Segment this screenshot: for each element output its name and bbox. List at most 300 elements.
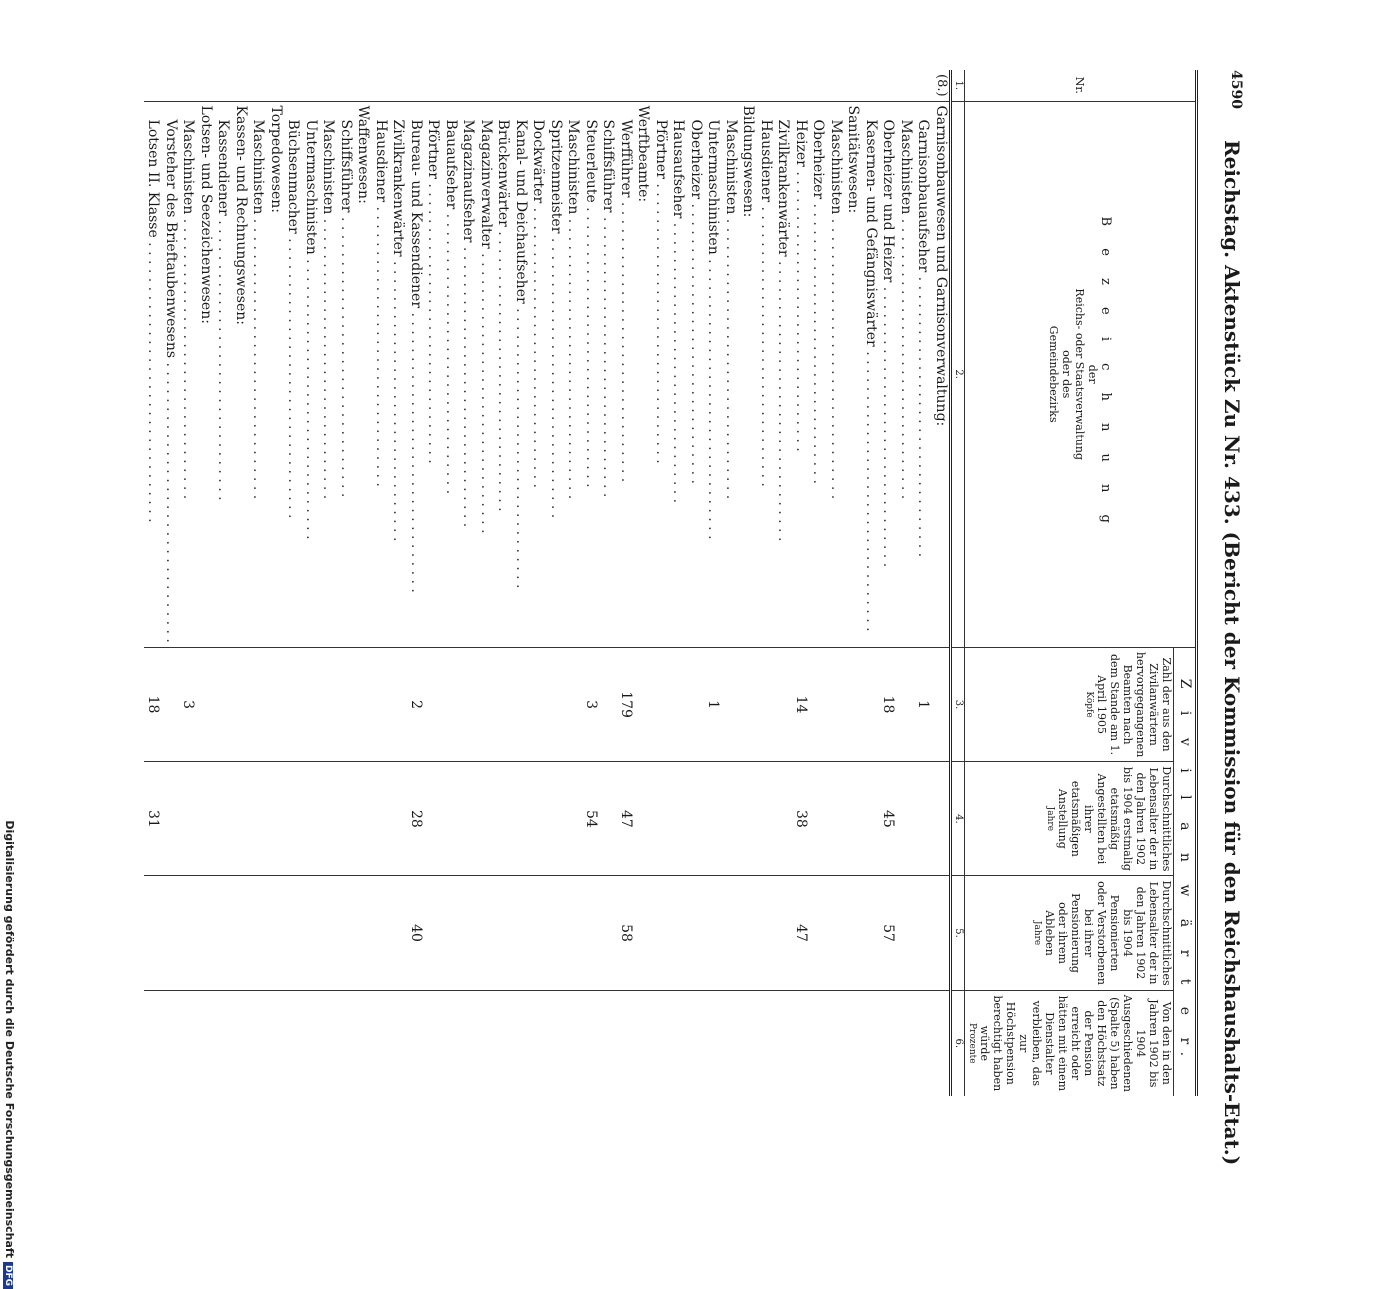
row-value-c5 xyxy=(739,876,757,990)
row-designation: Bauaufseher . . . xyxy=(442,101,460,647)
row-value-c4 xyxy=(162,762,180,876)
row-designation: Lotsen II. Klasse . . . xyxy=(144,101,162,647)
row-number xyxy=(914,70,932,101)
row-value-c4 xyxy=(634,762,652,876)
row-value-c4 xyxy=(442,762,460,876)
row-designation: Maschinisten . . . xyxy=(179,101,197,647)
row-number xyxy=(494,70,512,101)
row-value-c5 xyxy=(862,876,880,990)
row-value-c5 xyxy=(267,876,285,990)
row-value-c6 xyxy=(302,990,320,1096)
row-designation: Magazinverwalter . . . xyxy=(477,101,495,647)
row-value-c4 xyxy=(249,762,267,876)
row-value-c6 xyxy=(879,990,897,1096)
row-value-c5 xyxy=(844,876,862,990)
row-value-c6 xyxy=(197,990,215,1096)
row-value-c5: 47 xyxy=(792,876,810,990)
row-value-c4 xyxy=(284,762,302,876)
row-value-c5 xyxy=(477,876,495,990)
header-col4-text: Durchschnittliches Lebensalter der in den Jahren 1902 bis 1904 erstmalig etatsmäßig Angestellten bei ihrer etatsmäßigen Anstellung xyxy=(1056,766,1173,872)
header-bezeichnung-line-3: Reichs- oder Staatsverwaltung xyxy=(1073,288,1087,460)
table-row xyxy=(669,70,687,1096)
row-value-c3 xyxy=(599,647,617,761)
row-value-c6 xyxy=(232,990,250,1096)
row-value-c3 xyxy=(862,647,880,761)
table-row xyxy=(687,70,705,1096)
row-value-c6 xyxy=(844,990,862,1096)
row-value-c4 xyxy=(722,762,740,876)
row-value-c4 xyxy=(319,762,337,876)
row-number xyxy=(617,70,635,101)
header-col6-text: Von den in den Jahren 1902 bis 1904 Ausgeschiedenen (Spalte 5) haben den Höchstsatz der Pension erreicht oder hätten mit einem Dienstalter verbleiben, das zur Höchstpension berechtigt haben würde xyxy=(978,994,1173,1093)
row-value-c6 xyxy=(634,990,652,1096)
row-number xyxy=(547,70,565,101)
row-value-c6 xyxy=(407,990,425,1096)
row-value-c4: 54 xyxy=(582,762,600,876)
row-number xyxy=(477,70,495,101)
row-value-c5 xyxy=(564,876,582,990)
row-value-c5 xyxy=(249,876,267,990)
row-designation: Steuerleute . . . xyxy=(582,101,600,647)
digitization-credit: Digitalisierung gefördert durch die Deutsche Forschungsgemeinschaft xyxy=(3,820,16,1258)
table-body xyxy=(144,70,951,1096)
row-value-c3: 1 xyxy=(704,647,722,761)
row-value-c3 xyxy=(319,647,337,761)
row-value-c3 xyxy=(494,647,512,761)
row-number xyxy=(337,70,355,101)
row-value-c5 xyxy=(687,876,705,990)
row-designation: Untermaschinisten . . . xyxy=(302,101,320,647)
row-value-c4 xyxy=(827,762,845,876)
row-value-c4: 38 xyxy=(792,762,810,876)
row-number xyxy=(302,70,320,101)
table-row xyxy=(319,70,337,1096)
row-value-c4 xyxy=(512,762,530,876)
col-number-5: 5. xyxy=(951,876,965,990)
row-value-c4 xyxy=(389,762,407,876)
row-value-c4 xyxy=(372,762,390,876)
row-value-c4 xyxy=(267,762,285,876)
table-row xyxy=(162,70,180,1096)
row-value-c6 xyxy=(389,990,407,1096)
row-number xyxy=(652,70,670,101)
row-value-c3: 1 xyxy=(914,647,932,761)
row-number xyxy=(372,70,390,101)
row-number xyxy=(267,70,285,101)
row-value-c4 xyxy=(214,762,232,876)
row-designation: Werfführer . . . xyxy=(617,101,635,647)
row-value-c5 xyxy=(932,876,951,990)
header-group-zivilanwaerter: Z i v i l a n w ä r t e r. xyxy=(1174,647,1197,1096)
table-row xyxy=(249,70,267,1096)
row-number xyxy=(319,70,337,101)
row-value-c5 xyxy=(529,876,547,990)
row-number xyxy=(862,70,880,101)
row-value-c3 xyxy=(372,647,390,761)
table-row xyxy=(634,70,652,1096)
row-number xyxy=(459,70,477,101)
table-row xyxy=(407,70,425,1096)
row-value-c6 xyxy=(617,990,635,1096)
row-designation: Lotsen- und Seezeichenwesen: xyxy=(197,101,215,647)
row-number: (8.) xyxy=(934,74,949,97)
row-value-c4 xyxy=(897,762,915,876)
table-row xyxy=(809,70,827,1096)
row-number xyxy=(442,70,460,101)
row-value-c4 xyxy=(809,762,827,876)
row-value-c3 xyxy=(634,647,652,761)
row-value-c3 xyxy=(232,647,250,761)
row-value-c6 xyxy=(862,990,880,1096)
row-value-c4 xyxy=(547,762,565,876)
row-value-c6 xyxy=(897,990,915,1096)
row-value-c6 xyxy=(687,990,705,1096)
row-designation: Spritzenmeister . . . xyxy=(547,101,565,647)
row-value-c5 xyxy=(179,876,197,990)
row-value-c3 xyxy=(442,647,460,761)
row-value-c6 xyxy=(179,990,197,1096)
table-row xyxy=(442,70,460,1096)
row-value-c3 xyxy=(844,647,862,761)
row-value-c6 xyxy=(529,990,547,1096)
table-row xyxy=(582,70,600,1096)
row-value-c5 xyxy=(302,876,320,990)
row-designation: Kassen- und Rechnungswesen: xyxy=(232,101,250,647)
row-value-c6 xyxy=(914,990,932,1096)
col-number-6: 6. xyxy=(951,990,965,1096)
row-designation: Pförtner . . . xyxy=(652,101,670,647)
table-row xyxy=(459,70,477,1096)
row-value-c6 xyxy=(932,990,951,1096)
row-designation: Büchsenmacher . . . xyxy=(284,101,302,647)
row-value-c3 xyxy=(897,647,915,761)
header-col4 xyxy=(965,762,1174,876)
row-number xyxy=(354,70,372,101)
row-value-c4: 47 xyxy=(617,762,635,876)
row-value-c5 xyxy=(757,876,775,990)
row-value-c3 xyxy=(424,647,442,761)
row-number xyxy=(407,70,425,101)
row-value-c5: 58 xyxy=(617,876,635,990)
table-row xyxy=(704,70,722,1096)
row-designation: Brückenwärter . . . xyxy=(494,101,512,647)
row-number xyxy=(162,70,180,101)
statistics-table xyxy=(144,70,1198,1096)
row-value-c4 xyxy=(477,762,495,876)
row-number xyxy=(809,70,827,101)
table-row xyxy=(862,70,880,1096)
table-row xyxy=(722,70,740,1096)
row-designation: Kanal- und Deichaufseher . . . xyxy=(512,101,530,647)
row-designation: Garnisonbauwesen und Garnisonverwaltung: xyxy=(932,101,951,647)
table-row xyxy=(844,70,862,1096)
row-value-c3: 3 xyxy=(582,647,600,761)
dfg-logo: DFG xyxy=(3,1262,13,1289)
row-number xyxy=(687,70,705,101)
row-designation: Schiffsführer . . . xyxy=(337,101,355,647)
row-value-c6 xyxy=(477,990,495,1096)
row-value-c6 xyxy=(144,990,162,1096)
row-value-c4 xyxy=(337,762,355,876)
table-row xyxy=(564,70,582,1096)
header-bezeichnung-line-2: der xyxy=(1086,364,1100,384)
row-value-c4 xyxy=(179,762,197,876)
row-value-c5 xyxy=(652,876,670,990)
row-value-c6 xyxy=(442,990,460,1096)
table-row xyxy=(757,70,775,1096)
header-col3-unit: Köpfe xyxy=(1084,691,1094,718)
row-designation: Maschinisten . . . xyxy=(722,101,740,647)
row-value-c5 xyxy=(914,876,932,990)
row-value-c4 xyxy=(302,762,320,876)
row-value-c3 xyxy=(197,647,215,761)
row-value-c5 xyxy=(144,876,162,990)
row-value-c6 xyxy=(459,990,477,1096)
row-value-c6 xyxy=(162,990,180,1096)
col-number-3: 3. xyxy=(951,647,965,761)
row-value-c4 xyxy=(599,762,617,876)
row-number xyxy=(144,70,162,101)
table-row xyxy=(739,70,757,1096)
table-row xyxy=(477,70,495,1096)
row-number xyxy=(844,70,862,101)
row-designation: Magazinaufseher . . . xyxy=(459,101,477,647)
row-value-c4 xyxy=(197,762,215,876)
row-number xyxy=(564,70,582,101)
row-value-c6 xyxy=(739,990,757,1096)
row-value-c6 xyxy=(809,990,827,1096)
header-col6 xyxy=(965,990,1174,1096)
row-value-c3 xyxy=(722,647,740,761)
table-row xyxy=(914,70,932,1096)
row-value-c5 xyxy=(232,876,250,990)
row-designation: Dockwärter . . . xyxy=(529,101,547,647)
header-col5-text: Durchschnittliches Lebensalter der in den Jahren 1902 bis 1904 Pensionierten oder Verstorbenen bei ihrer Pensionierung oder ihrem Ableben xyxy=(1043,880,1173,986)
row-designation: Kasernen- und Gefängniswärter . . . xyxy=(862,101,880,647)
row-value-c5 xyxy=(774,876,792,990)
header-col5-unit: Jahre xyxy=(1032,920,1042,946)
row-value-c6 xyxy=(582,990,600,1096)
row-value-c3: 3 xyxy=(179,647,197,761)
table-row xyxy=(179,70,197,1096)
row-value-c6 xyxy=(494,990,512,1096)
row-value-c5 xyxy=(512,876,530,990)
digitization-note xyxy=(0,309,16,1289)
table-row xyxy=(617,70,635,1096)
row-value-c4 xyxy=(704,762,722,876)
table-row xyxy=(144,70,162,1096)
row-value-c5: 57 xyxy=(879,876,897,990)
row-designation: Pförtner . . . xyxy=(424,101,442,647)
row-value-c6 xyxy=(372,990,390,1096)
header-col3 xyxy=(965,647,1174,761)
row-value-c5: 40 xyxy=(407,876,425,990)
row-value-c6 xyxy=(792,990,810,1096)
row-value-c3 xyxy=(809,647,827,761)
row-value-c5 xyxy=(669,876,687,990)
row-value-c4 xyxy=(739,762,757,876)
row-value-c3 xyxy=(284,647,302,761)
row-value-c4 xyxy=(844,762,862,876)
row-value-c4: 31 xyxy=(144,762,162,876)
row-value-c6 xyxy=(249,990,267,1096)
row-value-c4 xyxy=(424,762,442,876)
row-value-c4 xyxy=(774,762,792,876)
row-value-c3: 2 xyxy=(407,647,425,761)
row-number xyxy=(529,70,547,101)
row-value-c6 xyxy=(424,990,442,1096)
row-designation: Oberheizer und Heizer . . . xyxy=(879,101,897,647)
row-value-c5 xyxy=(214,876,232,990)
row-number xyxy=(249,70,267,101)
row-value-c3 xyxy=(687,647,705,761)
row-number xyxy=(389,70,407,101)
row-value-c4 xyxy=(529,762,547,876)
row-value-c6 xyxy=(599,990,617,1096)
row-number xyxy=(879,70,897,101)
row-number xyxy=(197,70,215,101)
row-value-c3 xyxy=(757,647,775,761)
row-value-c6 xyxy=(284,990,302,1096)
table-row xyxy=(302,70,320,1096)
header-bezeichnung-line-1: B e z e i c h n u n g xyxy=(1098,216,1114,532)
row-designation: Hausdiener . . . xyxy=(372,101,390,647)
row-value-c4 xyxy=(354,762,372,876)
row-value-c5 xyxy=(634,876,652,990)
row-number xyxy=(827,70,845,101)
table-row xyxy=(284,70,302,1096)
row-designation: Werftbeamte: xyxy=(634,101,652,647)
row-value-c3: 179 xyxy=(617,647,635,761)
row-value-c4 xyxy=(687,762,705,876)
header-bezeichnung-line-5: Gemeindebezirks xyxy=(1047,325,1061,423)
table-row xyxy=(599,70,617,1096)
row-value-c4 xyxy=(564,762,582,876)
table-row xyxy=(547,70,565,1096)
row-value-c6 xyxy=(774,990,792,1096)
row-value-c3: 18 xyxy=(879,647,897,761)
row-designation: Hausaufseher . . . xyxy=(669,101,687,647)
table-row xyxy=(512,70,530,1096)
row-value-c3 xyxy=(162,647,180,761)
row-value-c3: 14 xyxy=(792,647,810,761)
row-value-c3 xyxy=(669,647,687,761)
row-number xyxy=(669,70,687,101)
row-number xyxy=(739,70,757,101)
row-designation: Zivilkrankenwärter . . . xyxy=(389,101,407,647)
table-row xyxy=(372,70,390,1096)
header-bezeichnung-line-4: oder des xyxy=(1060,350,1074,399)
row-value-c6 xyxy=(512,990,530,1096)
row-value-c3 xyxy=(302,647,320,761)
row-value-c6 xyxy=(547,990,565,1096)
table-row xyxy=(932,70,951,1096)
header-col5 xyxy=(965,876,1174,990)
row-designation: Maschinisten . . . xyxy=(319,101,337,647)
row-value-c5 xyxy=(424,876,442,990)
row-value-c5 xyxy=(284,876,302,990)
col-number-4: 4. xyxy=(951,762,965,876)
row-designation: Maschinisten . . . xyxy=(827,101,845,647)
row-value-c5 xyxy=(372,876,390,990)
table-row xyxy=(897,70,915,1096)
row-value-c3 xyxy=(214,647,232,761)
row-value-c5 xyxy=(582,876,600,990)
row-value-c5 xyxy=(459,876,477,990)
row-designation: Garnisonbauaufseher . . . xyxy=(914,101,932,647)
row-number xyxy=(774,70,792,101)
row-value-c3 xyxy=(354,647,372,761)
row-value-c3 xyxy=(652,647,670,761)
row-value-c3 xyxy=(547,647,565,761)
row-number xyxy=(757,70,775,101)
row-value-c5 xyxy=(897,876,915,990)
row-value-c5 xyxy=(197,876,215,990)
row-value-c6 xyxy=(722,990,740,1096)
row-value-c5 xyxy=(704,876,722,990)
row-number xyxy=(897,70,915,101)
row-value-c5 xyxy=(722,876,740,990)
row-value-c5 xyxy=(337,876,355,990)
table-row xyxy=(827,70,845,1096)
header-col6-unit: Prozente xyxy=(967,1023,977,1064)
row-designation: Waffenwesen: xyxy=(354,101,372,647)
row-value-c6 xyxy=(354,990,372,1096)
row-designation: Untermaschinisten . . . xyxy=(704,101,722,647)
row-designation: Zivilkrankenwärter . . . xyxy=(774,101,792,647)
row-value-c4 xyxy=(862,762,880,876)
row-value-c3 xyxy=(529,647,547,761)
row-value-c3: 18 xyxy=(144,647,162,761)
row-value-c4 xyxy=(459,762,477,876)
row-value-c5 xyxy=(547,876,565,990)
table-row xyxy=(792,70,810,1096)
row-designation: Bildungswesen: xyxy=(739,101,757,647)
row-value-c4: 28 xyxy=(407,762,425,876)
row-value-c5 xyxy=(319,876,337,990)
row-designation: Oberheizer . . . xyxy=(687,101,705,647)
row-value-c3 xyxy=(389,647,407,761)
header-col3-text: Zahl der aus den Zivilanwärtern hervorgegangenen Beamten nach dem Stande am 1. April 1905 xyxy=(1095,651,1173,758)
row-value-c3 xyxy=(932,647,951,761)
row-number xyxy=(722,70,740,101)
row-number xyxy=(634,70,652,101)
row-value-c6 xyxy=(652,990,670,1096)
row-value-c3 xyxy=(459,647,477,761)
table-row xyxy=(232,70,250,1096)
row-value-c6 xyxy=(319,990,337,1096)
row-designation: Sanitätswesen: xyxy=(844,101,862,647)
table-row xyxy=(424,70,442,1096)
row-number xyxy=(792,70,810,101)
row-designation: Kassendiener . . . xyxy=(214,101,232,647)
row-value-c3 xyxy=(739,647,757,761)
row-number xyxy=(232,70,250,101)
page-header xyxy=(1210,70,1250,1166)
row-designation: Hausdiener . . . xyxy=(757,101,775,647)
row-designation: Heizer . . . xyxy=(792,101,810,647)
row-value-c6 xyxy=(564,990,582,1096)
row-value-c4 xyxy=(914,762,932,876)
row-value-c4 xyxy=(494,762,512,876)
row-designation: Maschinisten . . . xyxy=(249,101,267,647)
table-row xyxy=(337,70,355,1096)
row-value-c6 xyxy=(267,990,285,1096)
row-value-c4 xyxy=(669,762,687,876)
row-value-c4 xyxy=(652,762,670,876)
table-row xyxy=(494,70,512,1096)
table-row xyxy=(529,70,547,1096)
